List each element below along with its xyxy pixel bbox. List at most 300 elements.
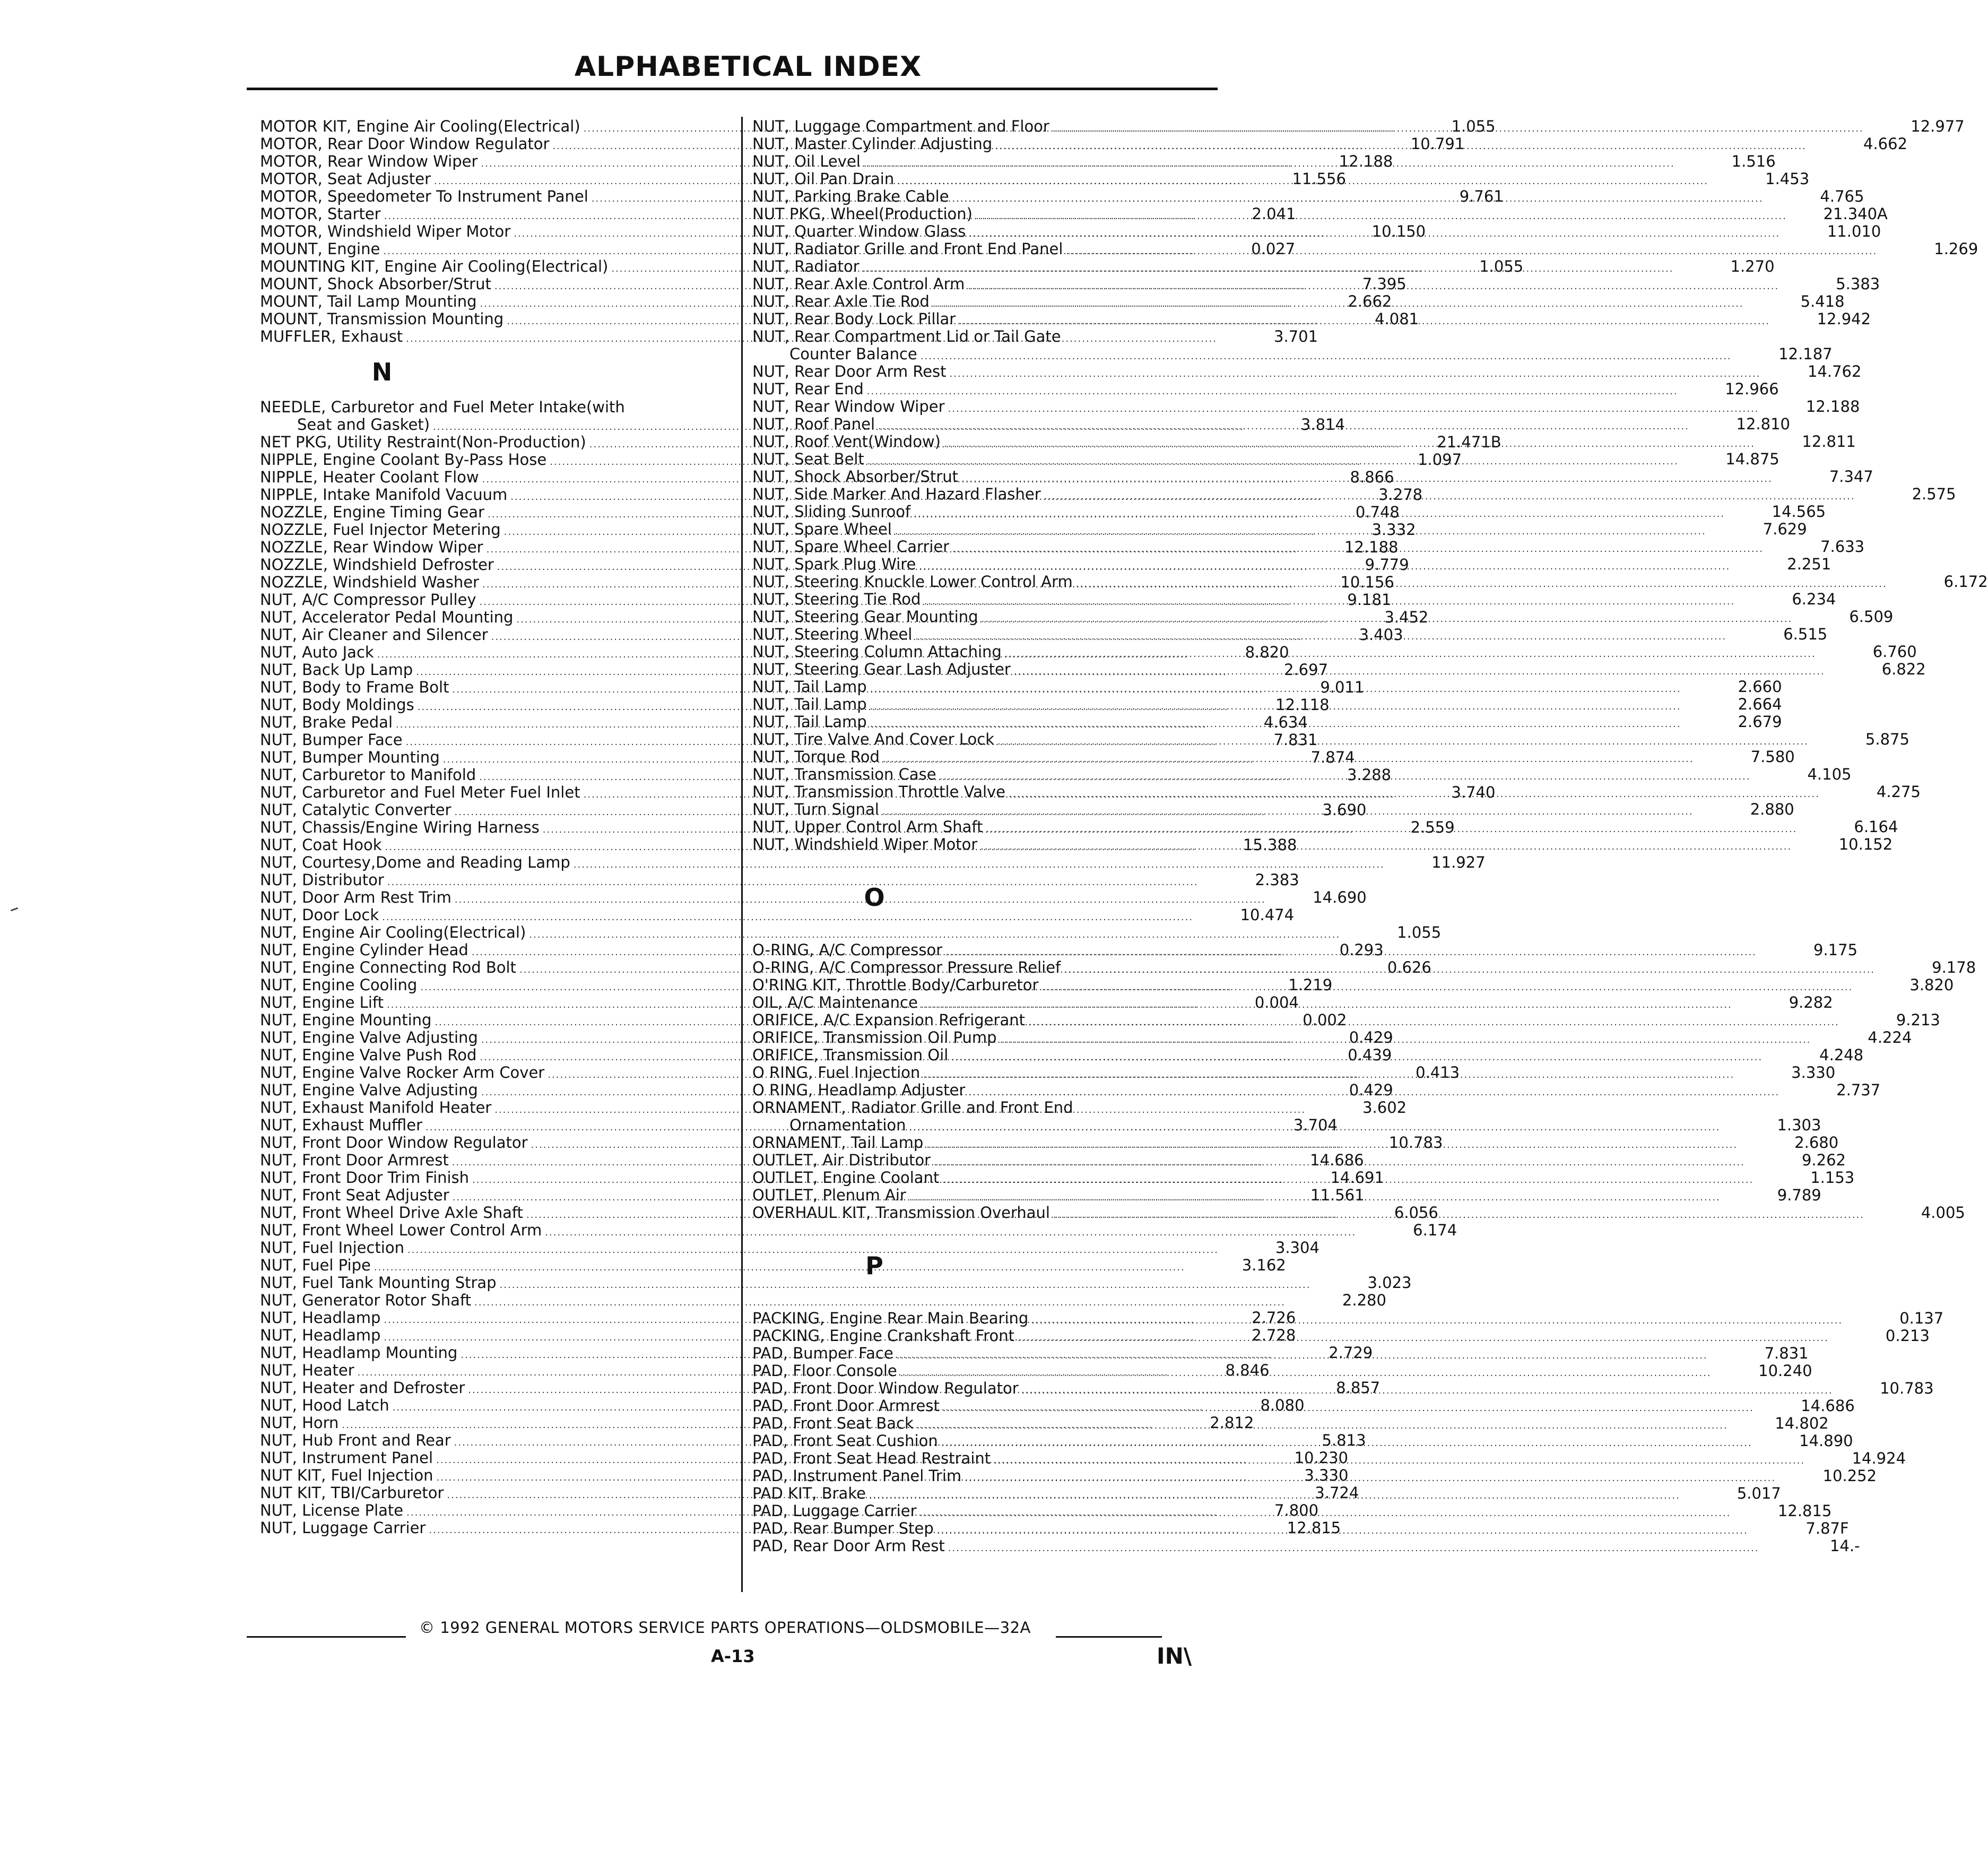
index-entry-text: NUT, Headlamp Mounting (260, 1344, 458, 1362)
index-entry-text: PAD, Floor Console (752, 1362, 897, 1380)
index-entry-reference: 3.332 (1371, 521, 1416, 539)
index-entry-reference: 2.251 (1787, 555, 1831, 573)
dot-leader (867, 383, 1678, 400)
dot-leader (895, 523, 1706, 540)
index-entry-text: NUT, Tail Lamp (752, 695, 867, 713)
dot-leader (921, 993, 1732, 1014)
index-entry (260, 1239, 1319, 1257)
index-entry-reference: 4.765 (1820, 187, 1864, 205)
dot-leader (952, 187, 1764, 207)
index-entry-text: NUT, Rear Axle Tie Rod (752, 292, 930, 310)
index-entry-text: NUT, Seat Belt (752, 450, 864, 468)
index-entry-reference: 1.055 (1451, 117, 1496, 135)
index-entry-reference: 14.890 (1799, 1432, 1853, 1450)
index-entry-reference: 0.748 (1355, 503, 1400, 521)
index-entry-reference: 6.760 (1872, 643, 1917, 661)
index-entry-text: O'RING KIT, Throttle Body/Carburetor (752, 976, 1039, 994)
index-entry-reference: 7.831 (1273, 731, 1318, 749)
index-entry-reference: 0.027 (1251, 240, 1296, 258)
index-entry-reference: 7.800 (1274, 1501, 1319, 1519)
index-entry-text: PAD, Front Seat Cushion (752, 1432, 938, 1450)
index-entry-text: NUT, Oil Level (752, 152, 861, 170)
index-entry-text: NUT, Transmission Case (752, 765, 936, 783)
index-entry-reference: 0.137 (1899, 1309, 1944, 1327)
dot-leader (948, 1540, 1759, 1557)
index-entry-text: O-RING, A/C Compressor Pressure Relief (752, 958, 1061, 976)
index-entry-text: NUT, Engine Valve Push Rod (260, 1046, 477, 1064)
index-entry-text: MOUNT, Tail Lamp Mounting (260, 292, 477, 310)
title-rule (247, 88, 1218, 90)
index-entry-reference: 12.810 (1736, 415, 1790, 433)
section-spacer (752, 1222, 1230, 1239)
index-entry-reference: 0.429 (1349, 1081, 1393, 1099)
index-entry-reference: 4.224 (1868, 1028, 1912, 1047)
index-entry-reference: 10.230 (1294, 1449, 1348, 1467)
index-entry-reference: 2.041 (1252, 205, 1296, 223)
index-entry-reference: 4.105 (1807, 765, 1852, 783)
index-entry-text: NUT, Air Cleaner and Silencer (260, 626, 488, 644)
index-entry-text: NUT, License Plate (260, 1501, 404, 1519)
index-entry-reference: 12.188 (1339, 152, 1393, 170)
index-entry-reference: 6.822 (1881, 660, 1926, 678)
dot-leader (883, 750, 1694, 768)
index-entry-reference: 2.559 (1410, 818, 1455, 836)
index-entry-text: PAD, Front Seat Head Restraint (752, 1449, 991, 1467)
index-entry-text: NUT, Carburetor to Manifold (260, 766, 476, 784)
index-entry-text: NUT, Radiator Grille and Front End Panel (752, 240, 1063, 258)
index-entry-reference: 2.812 (1210, 1414, 1254, 1432)
index-entry-text: NUT KIT, Fuel Injection (260, 1466, 433, 1484)
index-entry-reference: 2.575 (1912, 485, 1956, 503)
index-entry-text: NOZZLE, Fuel Injector Metering (260, 521, 501, 539)
dot-leader (915, 628, 1726, 645)
index-entry-reference: 9.011 (1320, 678, 1365, 696)
index-entry-text: NUT PKG, Wheel(Production) (752, 205, 973, 223)
index-entry-text: NUT, Roof Vent(Window) (752, 433, 941, 451)
index-entry-reference: 14.924 (1852, 1449, 1906, 1467)
index-entry-text: NUT, Rear Body Lock Pillar (752, 310, 956, 328)
index-entry-reference: 14.686 (1801, 1397, 1855, 1415)
section-tab: IN\ (1157, 1643, 1192, 1669)
index-entry-text: NUT, Rear Compartment Lid or Tail Gate (752, 327, 1061, 345)
index-entry-reference: 2.280 (1342, 1291, 1386, 1309)
index-entry-reference: 5.875 (1865, 730, 1909, 748)
index-entry-text: OUTLET, Air Distributor (752, 1151, 931, 1169)
index-entry-text: NUT, Front Door Armrest (260, 1151, 449, 1169)
index-entry (260, 923, 1442, 941)
index-entry-text: NOZZLE, Engine Timing Gear (260, 503, 484, 521)
section-letter-heading: O (864, 883, 885, 912)
index-entry-text: ORIFICE, Transmission Oil Pump (752, 1028, 997, 1047)
index-entry-text: OIL, A/C Maintenance (752, 993, 918, 1011)
index-entry-text: NUT, Tire Valve And Cover Lock (752, 730, 995, 748)
index-entry-reference: 1.303 (1777, 1116, 1821, 1134)
index-entry-text: NUT, Exhaust Manifold Heater (260, 1099, 492, 1117)
index-entry-text: PACKING, Engine Rear Main Bearing (752, 1309, 1029, 1327)
index-entry-text: MOTOR, Speedometer To Instrument Panel (260, 187, 588, 205)
dot-leader (909, 1116, 1721, 1136)
index-entry-reference: 3.023 (1367, 1274, 1412, 1292)
index-entry-reference: 3.330 (1304, 1466, 1349, 1484)
dot-leader (1000, 1028, 1811, 1049)
index-entry-text: NUT, Body to Frame Bolt (260, 678, 449, 696)
dot-leader (933, 292, 1744, 313)
index-entry-text: ORNAMENT, Tail Lamp (752, 1134, 924, 1152)
index-entry-reference: 5.383 (1836, 275, 1880, 293)
index-entry-reference: 2.728 (1252, 1326, 1296, 1344)
index-entry-text: NUT, Steering Gear Mounting (752, 608, 978, 626)
index-entry-text: NUT, Door Lock (260, 906, 379, 924)
dot-leader (1076, 575, 1887, 593)
index-entry-text: NUT, Steering Gear Lash Adjuster (752, 660, 1011, 678)
index-entry-text: NUT, Hub Front and Rear (260, 1431, 451, 1449)
index-entry-text: NOZZLE, Rear Window Wiper (260, 538, 483, 556)
index-entry (260, 1256, 1286, 1274)
section-letter-heading: P (865, 1251, 883, 1280)
index-entry-reference: 12.811 (1802, 433, 1856, 451)
index-entry-text: NUT, Distributor (260, 871, 384, 889)
index-entry-text: MOTOR, Rear Window Wiper (260, 152, 478, 170)
dot-leader (942, 1171, 1753, 1189)
index-entry-reference: 12.815 (1287, 1519, 1341, 1537)
index-entry-text: NUT, Tail Lamp (752, 678, 867, 696)
index-entry-reference: 10.252 (1822, 1467, 1877, 1485)
index-entry-reference: 12.942 (1817, 310, 1871, 328)
index-entry-text: NUT, Brake Pedal (260, 713, 393, 731)
index-entry-text: NUT, Transmission Throttle Valve (752, 783, 1006, 801)
dot-leader (863, 257, 1674, 278)
index-entry-text: NUT, Rear Window Wiper (752, 397, 945, 416)
index-entry-text: OVERHAUL KIT, Transmission Overhaul (752, 1204, 1050, 1222)
index-entry-text: PAD, Rear Bumper Step (752, 1519, 934, 1537)
index-entry-reference: 3.162 (1242, 1256, 1286, 1274)
index-entry-reference: 2.729 (1329, 1344, 1373, 1362)
dot-leader (1022, 1382, 1833, 1399)
index-entry-reference: 14.565 (1772, 503, 1826, 521)
index-entry (260, 853, 1486, 871)
index-entry-text: NUT, Engine Cooling (260, 976, 418, 994)
index-entry-text: NUT, Engine Connecting Rod Bolt (260, 958, 516, 976)
index-entry-reference: 2.697 (1284, 661, 1329, 679)
index-entry-reference: 8.820 (1245, 643, 1289, 661)
index-entry-reference: 10.240 (1758, 1362, 1812, 1380)
index-entry-text: NUT, Torque Rod (752, 748, 880, 766)
index-entry-text: NUT, Side Marker And Hazard Flasher (752, 485, 1041, 503)
index-entry-text: ORIFICE, A/C Expansion Refrigerant (752, 1011, 1025, 1029)
index-entry-text: NUT, Steering Tie Rod (752, 590, 921, 608)
index-entry-text: NUT, Front Wheel Drive Axle Shaft (260, 1204, 523, 1222)
index-entry-text: NOZZLE, Windshield Washer (260, 573, 479, 591)
index-entry-text: NUT, A/C Compressor Pulley (260, 591, 476, 609)
index-entry (260, 1274, 1412, 1292)
index-entry-reference: 3.330 (1791, 1063, 1836, 1082)
index-entry-reference: 3.288 (1347, 766, 1392, 784)
index-entry-reference: 3.304 (1275, 1239, 1319, 1257)
index-entry-reference: 0.439 (1348, 1046, 1392, 1064)
index-entry-text: NUT, Back Up Lamp (260, 661, 413, 679)
index-entry-text: NIPPLE, Intake Manifold Vacuum (260, 486, 508, 504)
index-entry-text: NEEDLE, Carburetor and Fuel Meter Intake(with (260, 398, 625, 416)
dot-leader (921, 348, 1732, 365)
index-entry-reference: 10.474 (1240, 906, 1295, 924)
dot-leader (1064, 958, 1875, 979)
index-entry-reference: 12.966 (1725, 380, 1779, 398)
index-entry-text: NUT, Heater and Defroster (260, 1379, 465, 1397)
index-entry-text: NUT, Fuel Tank Mounting Strap (260, 1274, 497, 1292)
index-entry-reference: 9.282 (1789, 993, 1833, 1011)
index-entry-text: PAD, Front Door Window Regulator (752, 1379, 1019, 1397)
index-entry-reference: 5.813 (1322, 1431, 1366, 1449)
index-entry-text: NUT, Door Arm Rest Trim (260, 888, 452, 906)
index-entry-text: NUT, Instrument Panel (260, 1449, 433, 1467)
index-entry-text: NUT, Front Door Window Regulator (260, 1134, 528, 1152)
index-entry-reference: 2.679 (1738, 713, 1782, 731)
index-entry-text: ORIFICE, Transmission Oil (752, 1046, 949, 1064)
column-divider (741, 117, 743, 1592)
index-entry-reference: 9.175 (1813, 941, 1858, 959)
dot-leader (951, 1046, 1763, 1066)
index-entry-text: NUT, Engine Valve Adjusting (260, 1028, 478, 1047)
index-entry-reference: 6.174 (1413, 1221, 1457, 1239)
index-entry-text: OUTLET, Plenum Air (752, 1186, 906, 1204)
index-entry-reference: 6.056 (1394, 1204, 1438, 1222)
index-entry-text: NUT, Chassis/Engine Wiring Harness (260, 818, 540, 836)
dot-leader (995, 137, 1807, 155)
index-entry-text: PACKING, Engine Crankshaft Front (752, 1327, 1015, 1345)
index-entry (752, 380, 1779, 398)
index-entry-reference: 4.081 (1375, 310, 1419, 328)
index-entry-text: NUT, Body Moldings (260, 696, 414, 714)
index-entry-reference: 3.724 (1315, 1484, 1359, 1502)
index-entry-text: NUT, Rear Door Arm Rest (752, 362, 947, 380)
dot-leader (1053, 117, 1864, 137)
index-entry-text: NUT, Accelerator Pedal Mounting (260, 608, 514, 626)
index-entry-reference: 0.002 (1303, 1011, 1347, 1029)
index-entry-reference: 12.187 (1778, 345, 1833, 363)
index-entry-text: PAD, Front Seat Back (752, 1414, 914, 1432)
index-entry-text: NUT, Rear End (752, 380, 864, 398)
index-entry (752, 362, 1862, 380)
index-entry-reference: 1.516 (1731, 152, 1776, 170)
index-entry-reference: 4.275 (1876, 783, 1921, 801)
index-entry-text: NUT, Luggage Carrier (260, 1519, 426, 1537)
index-entry-reference: 7.347 (1829, 468, 1873, 486)
index-entry-reference: 8.857 (1336, 1379, 1381, 1397)
section-letter-heading: N (371, 358, 393, 386)
index-entry-text: NOZZLE, Windshield Defroster (260, 556, 494, 574)
dot-leader (937, 1522, 1748, 1540)
index-entry-reference: 10.150 (1371, 222, 1426, 240)
dot-leader (944, 435, 1755, 453)
dot-leader (976, 207, 1787, 225)
index-entry-reference: 3.814 (1300, 416, 1345, 434)
index-entry (260, 1221, 1457, 1239)
index-entry-reference: 9.761 (1459, 187, 1504, 205)
index-entry-reference: 3.740 (1451, 783, 1496, 801)
index-entry-reference: 8.866 (1350, 468, 1394, 486)
index-entry-text: NUT, Engine Mounting (260, 1011, 432, 1029)
dot-leader (961, 470, 1773, 488)
dot-leader (1053, 1206, 1864, 1224)
index-entry-reference: 5.017 (1737, 1484, 1781, 1502)
index-entry-reference: 7.87F (1805, 1519, 1849, 1537)
index-entry-reference: 6.172 (1943, 573, 1988, 591)
index-entry-reference: 8.846 (1225, 1361, 1270, 1379)
index-entry-reference: 0.293 (1339, 941, 1384, 959)
index-entry-reference: 15.388 (1243, 836, 1297, 854)
section-spacer (752, 853, 1230, 871)
index-entry-text: NUT, Engine Valve Adjusting (260, 1081, 478, 1099)
index-entry-text: Counter Balance (789, 345, 917, 363)
dot-leader (940, 768, 1751, 785)
index-entry-text: NUT, Fuel Injection (260, 1239, 404, 1257)
index-entry-text: NUT, Headlamp (260, 1309, 381, 1327)
index-entry-reference: 2.880 (1750, 800, 1794, 818)
page-title: ALPHABETICAL INDEX (574, 51, 922, 83)
index-entry-reference: 9.181 (1347, 591, 1392, 609)
index-entry-text: NUT KIT, TBI/Carburetor (260, 1484, 444, 1502)
dot-leader (1028, 1014, 1839, 1031)
index-entry-reference: 6.234 (1792, 590, 1836, 608)
index-entry-reference: 1.153 (1810, 1169, 1855, 1187)
dot-leader (897, 1347, 1708, 1364)
index-entry-text: Ornamentation (789, 1116, 906, 1134)
index-entry (260, 888, 1367, 906)
index-entry-text: NUT, Spare Wheel Carrier (752, 538, 950, 556)
index-entry-text: NUT, Auto Jack (260, 643, 374, 661)
index-entry-reference: 12.815 (1777, 1502, 1832, 1520)
index-entry-text: NUT, Courtesy,Dome and Reading Lamp (260, 853, 570, 871)
dot-leader (1031, 1312, 1843, 1329)
dot-leader (959, 313, 1770, 330)
index-entry-reference: 4.662 (1863, 135, 1908, 153)
dot-leader (934, 1151, 1745, 1171)
index-entry-text: NUT, Heater (260, 1361, 354, 1379)
index-entry-reference: 2.662 (1348, 292, 1392, 310)
dot-leader (968, 278, 1779, 295)
index-entry-reference: 21.340A (1823, 205, 1888, 223)
index-entry-text: O-RING, A/C Compressor (752, 941, 943, 959)
index-entry-text: NUT, Front Seat Adjuster (260, 1186, 449, 1204)
index-entry-reference: 7.874 (1310, 748, 1355, 766)
index-entry-reference: 12.188 (1344, 538, 1399, 556)
index-entry-text: NUT, Sliding Sunroof (752, 503, 911, 521)
dot-leader (882, 803, 1694, 820)
index-entry-text: NUT, Shock Absorber/Strut (752, 468, 958, 486)
index-entry-reference: 7.395 (1362, 275, 1407, 293)
footer-rule-right (1056, 1636, 1162, 1638)
index-entry-reference: 3.704 (1293, 1116, 1338, 1134)
index-entry-text: OUTLET, Engine Coolant (752, 1169, 940, 1187)
dot-leader (878, 418, 1689, 435)
index-entry-reference: 8.080 (1260, 1396, 1305, 1414)
index-entry-first-line (260, 399, 731, 416)
dot-leader (1041, 979, 1853, 996)
index-entry-text: PAD, Front Door Armrest (752, 1397, 940, 1415)
index-entry-reference: 0.626 (1387, 958, 1431, 976)
stray-scan-mark (11, 907, 18, 912)
index-entry-reference: 6.164 (1854, 818, 1898, 836)
index-entry-text: PAD, Instrument Panel Trim (752, 1467, 962, 1485)
dot-leader (994, 1452, 1805, 1469)
dot-leader (917, 1417, 1728, 1434)
index-entry-text: NUT, Engine Air Cooling(Electrical) (260, 923, 526, 941)
index-entry-reference: 3.701 (1274, 327, 1318, 345)
index-entry-reference: 0.213 (1885, 1327, 1930, 1345)
index-entry-text: NUT, Rear Axle Control Arm (752, 275, 965, 293)
index-entry-reference: 3.820 (1909, 976, 1954, 994)
index-entry-reference: 14.- (1830, 1537, 1860, 1555)
index-entry-text: NUT, Turn Signal (752, 800, 879, 818)
index-entry-text: NUT, Upper Control Arm Shaft (752, 818, 983, 836)
dot-leader (980, 838, 1792, 855)
dot-leader (897, 172, 1708, 190)
dot-leader (867, 453, 1679, 470)
index-entry-reference: 9.262 (1801, 1151, 1846, 1169)
index-entry-reference: 0.429 (1349, 1028, 1393, 1047)
dot-leader (864, 152, 1675, 172)
index-entry-text: MOTOR, Windshield Wiper Motor (260, 222, 511, 240)
index-entry-text: PAD KIT, Brake (752, 1484, 866, 1502)
index-entry-reference: 4.634 (1263, 713, 1308, 731)
index-entry-text: MOTOR KIT, Engine Air Cooling(Electrical) (260, 117, 580, 135)
index-entry-text: NUT, Exhaust Muffler (260, 1116, 422, 1134)
index-entry-text: NUT, Engine Cylinder Head (260, 941, 468, 959)
dot-leader (945, 944, 1757, 961)
dot-leader (965, 1466, 1776, 1487)
index-entry-text: PAD, Rear Door Arm Rest (752, 1537, 945, 1555)
index-entry-text: NUT, Steering Column Attaching (752, 643, 1002, 661)
index-entry-text: NET PKG, Utility Restraint(Non-Production) (260, 433, 586, 451)
index-entry-text: NIPPLE, Engine Coolant By-Pass Hose (260, 451, 547, 469)
index-entry-text: NUT, Carburetor and Fuel Meter Fuel Inlet (260, 783, 580, 801)
index-entry-reference: 2.660 (1738, 678, 1782, 696)
index-entry-text: NUT, Spark Plug Wire (752, 555, 916, 573)
index-entry-text: NUT, Parking Brake Cable (752, 187, 949, 205)
index-entry-text: PAD, Bumper Face (752, 1344, 893, 1362)
index-entry-text: MOTOR, Starter (260, 205, 381, 223)
index-entry-text: MOUNT, Engine (260, 240, 380, 258)
index-entry-text: NUT, Steering Wheel (752, 625, 913, 643)
dot-leader (1009, 785, 1820, 803)
index-entry-reference: 14.875 (1725, 450, 1779, 468)
dot-leader (941, 1431, 1752, 1452)
index-entry-text: MOUNTING KIT, Engine Air Cooling(Electrical) (260, 257, 609, 275)
index-entry-reference: 2.726 (1252, 1309, 1296, 1327)
dot-leader (923, 1063, 1734, 1084)
index-entry-text: MOUNT, Transmission Mounting (260, 310, 504, 328)
page-number: A-13 (711, 1646, 755, 1666)
index-entry (260, 906, 1295, 924)
index-entry-text: MUFFLER, Exhaust (260, 327, 403, 345)
index-entry-reference: 1.055 (1479, 257, 1524, 275)
index-entry (752, 345, 1833, 363)
index-entry-reference: 12.188 (1805, 397, 1860, 416)
index-entry-reference: 0.413 (1416, 1063, 1460, 1082)
index-entry-reference: 7.629 (1763, 520, 1807, 538)
index-entry-text: NUT, Bumper Face (260, 731, 403, 749)
index-entry-reference: 6.509 (1849, 608, 1894, 626)
index-entry-text: ORNAMENT, Radiator Grille and Front End (752, 1099, 1073, 1117)
index-entry-text: NUT, Luggage Compartment and Floor (752, 117, 1049, 135)
index-entry-reference: 10.791 (1410, 135, 1465, 153)
index-entry-text: NUT, Engine Lift (260, 993, 384, 1011)
index-entry (752, 1537, 1860, 1555)
index-entry-reference: 11.927 (1431, 853, 1486, 871)
index-entry-text: NUT, Catalytic Converter (260, 801, 452, 819)
dot-leader (1005, 645, 1816, 663)
dot-leader (986, 820, 1798, 838)
